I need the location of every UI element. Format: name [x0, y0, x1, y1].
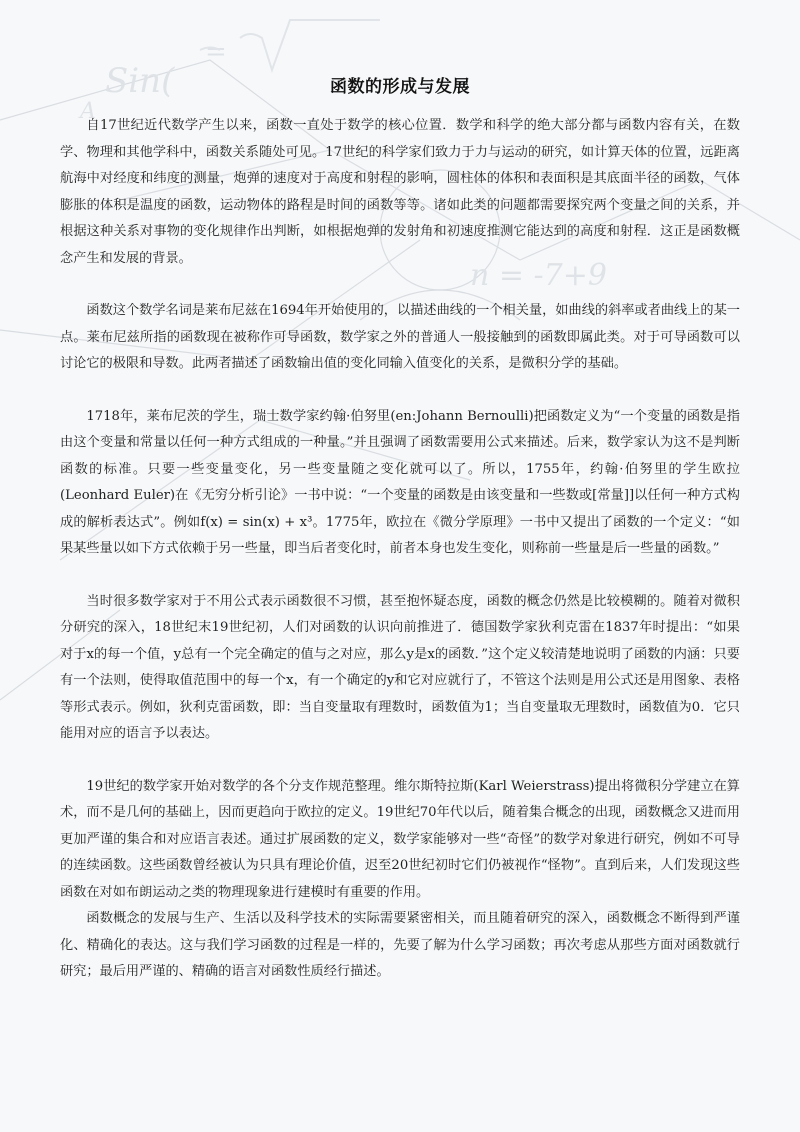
paragraph-bernoulli-euler: 1718年，莱布尼茨的学生，瑞士数学家约翰·伯努里(en:Johann Bernoulli)把函数定义为“一个变量的函数是指由这个变量和常量以任何一种方式组成的一种量。”并且强调了函数需要用公式来描述。后来，数学家认为这不是判断函数的标准。只要一些变量变化，另一些变量随之变化就可以了。所以，1755年，约翰·伯努里的学生欧拉(Leonhard Euler)在《无穷分析引论》一书中说：“一个变量的函数是由该变量和一些数或[常量]]以任何一种方式构成的解析表达式”。例如f(x) = sin(x) + x³。1775年，欧拉在《微分学原理》一书中又提出了函数的一个定义：“如果某些量以如下方式依赖于另一些量，即当后者变化时，前者本身也发生变化，则称前一些量是后一些量的函数。”	[60, 408, 740, 556]
paragraph-leibniz: 函数这个数学名词是莱布尼兹在1694年开始使用的，以描述曲线的一个相关量，如曲线的斜率或者曲线上的某一点。莱布尼兹所指的函数现在被称作可导函数，数学家之外的普通人一般接触到的函数即属此类。对于可导函数可以讨论它的极限和导数。此两者描述了函数输出值的变化同输入值变化的关系，是微积分学的基础。	[60, 303, 740, 371]
sketch-letter-a: A	[80, 99, 96, 124]
sketch-sin-formula: Sin(	[105, 61, 175, 101]
paragraph-weierstrass: 19世纪的数学家开始对数学的各个分支作规范整理。维尔斯特拉斯(Karl Weierstrass)提出将微积分学建立在算术，而不是几何的基础上，因而更趋向于欧拉的定义。19世纪70年代以后，随着集合概念的出现，函数概念又进而用更加严谨的集合和对应语言表述。通过扩展函数的定义，数学家能够对一些“奇怪”的数学对象进行研究，例如不可导的连续函数。这些函数曾经被认为只具有理论价值，迟至20世纪初时它们仍被视作“怪物”。直到后来，人们发现这些函数在对如布朗运动之类的物理现象进行建模时有重要的作用。	[60, 778, 740, 900]
sketch-n-expression: n = -7+9	[470, 258, 607, 293]
paragraph-conclusion: 函数概念的发展与生产、生活以及科学技术的实际需要紧密相关，而且随着研究的深入，函数概念不断得到严谨化、精确化的表达。这与我们学习函数的过程是一样的，先要了解为什么学习函数；再次考虑从那些方面对函数就行研究；最后用严谨的、精确的语言对函数性质经行描述。	[60, 911, 740, 979]
document-title: 函数的形成与发展	[330, 77, 470, 97]
paragraph-dirichlet: 当时很多数学家对于不用公式表示函数很不习惯，甚至抱怀疑态度，函数的概念仍然是比较模糊的。随着对微积分研究的深入，18世纪末19世纪初，人们对函数的认识向前推进了．德国数学家狄利克雷在1837年时提出：“如果对于x的每一个值，y总有一个完全确定的值与之对应，那么y是x的函数．”这个定义较清楚地说明了函数的内涵：只要有一个法则，使得取值范围中的每一个x，有一个确定的y和它对应就行了，不管这个法则是用公式还是用图象、表格等形式表示。例如，狄利克雷函数，即：当自变量取有理数时，函数值为1；当自变量取无理数时，函数值为0．它只能用对应的语言予以表达。	[60, 593, 740, 741]
paragraph-origin: 自17世纪近代数学产生以来，函数一直处于数学的核心位置．数学和科学的绝大部分都与函数内容有关，在数学、物理和其他学科中，函数关系随处可见。17世纪的科学家们致力于力与运动的研究，如计算天体的位置，远距离航海中对经度和纬度的测量，炮弹的速度对于高度和射程的影响，圆柱体的体积和表面积是其底面半径的函数，气体膨胀的体积是温度的函数，运动物体的路程是时间的函数等等。诸如此类的问题都需要探究两个变量之间的关系，并根据这种关系对事物的变化规律作出判断，如根据炮弹的发射角和初速度推测它能达到的高度和射程．这正是函数概念产生和发展的背景。	[60, 118, 740, 266]
sketch-formula-tail: =	[205, 37, 227, 67]
